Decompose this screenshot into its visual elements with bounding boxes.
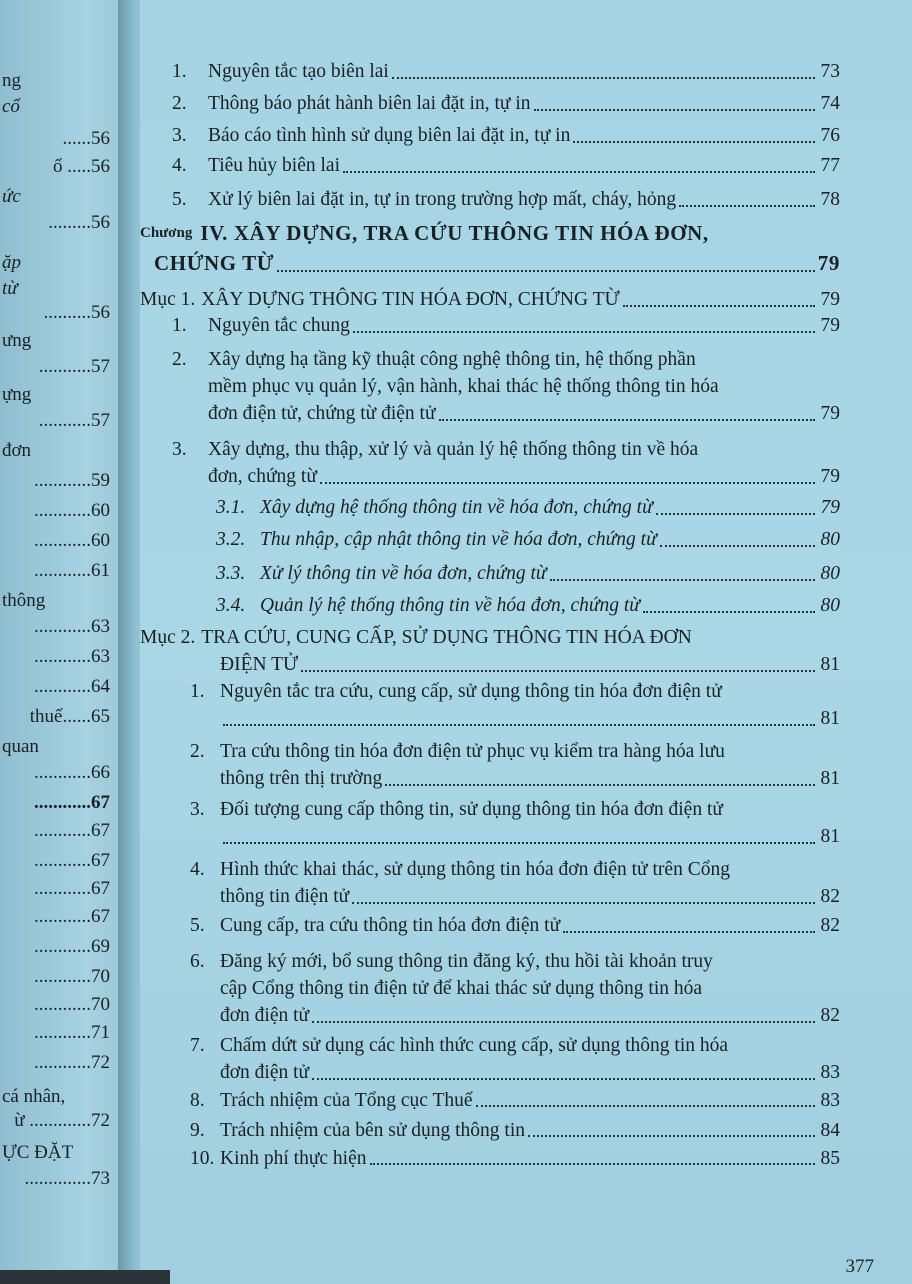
toc-page-number: 84 bbox=[820, 1120, 840, 1141]
left-page-fragment: ..........56 bbox=[43, 302, 110, 323]
toc-entry bbox=[190, 1146, 840, 1171]
left-page-fragment: ......56 bbox=[62, 128, 110, 149]
toc-entry-title: Cung cấp, tra cứu thông tin hóa đơn điện tử bbox=[220, 915, 561, 936]
left-page-fragment: từ bbox=[2, 278, 18, 299]
left-page-fragment: ............63 bbox=[34, 646, 110, 667]
left-page-fragment: ỰC ĐẶT bbox=[2, 1142, 74, 1163]
toc-entry-number: 2. bbox=[190, 741, 205, 762]
dot-leader bbox=[534, 108, 815, 111]
toc-entry bbox=[190, 1088, 840, 1113]
toc-entry bbox=[216, 494, 840, 521]
left-page-fragment: ặp bbox=[2, 252, 21, 273]
toc-entry-number: 3.1. bbox=[216, 497, 246, 518]
right-page bbox=[140, 0, 912, 1284]
toc-entry-number: 2. bbox=[172, 93, 187, 114]
toc-entry bbox=[190, 1118, 840, 1143]
toc-entry bbox=[172, 122, 840, 149]
toc-entry-number: 5. bbox=[172, 189, 187, 210]
left-page-fragment: ............69 bbox=[34, 936, 110, 957]
left-page-fragment: ............67 bbox=[34, 906, 110, 927]
toc-entry-number: 1. bbox=[190, 681, 205, 702]
left-page-fragment: ..............73 bbox=[24, 1168, 110, 1189]
left-page-fragment: ức bbox=[2, 186, 21, 207]
dot-leader bbox=[223, 723, 815, 726]
left-page-fragment: .........56 bbox=[48, 212, 110, 233]
toc-entry bbox=[190, 856, 840, 910]
toc-entry-title: Xử lý thông tin về hóa đơn, chứng từ bbox=[260, 563, 547, 584]
toc-entry-title: cập Cổng thông tin điện tử để khai thác sử dụng thông tin hóa bbox=[220, 978, 703, 999]
toc-entry bbox=[172, 436, 840, 490]
toc-entry-number: 2. bbox=[172, 349, 187, 370]
toc-entry-title: Đăng ký mới, bổ sung thông tin đăng ký, thu hồi tài khoản truy bbox=[220, 951, 713, 972]
toc-page-number: 77 bbox=[820, 155, 840, 176]
left-page-fragment: thông bbox=[2, 590, 46, 611]
toc-chapter-heading bbox=[140, 218, 840, 278]
toc-page-number: 81 bbox=[820, 826, 840, 847]
toc-entry-number: 5. bbox=[190, 915, 205, 936]
toc-entry-title: đơn điện tử bbox=[220, 1062, 310, 1083]
dot-leader bbox=[643, 610, 815, 613]
left-page-fragment: ............71 bbox=[34, 1022, 110, 1043]
toc-entry-number: 7. bbox=[190, 1035, 205, 1056]
toc-page-number: 81 bbox=[820, 708, 840, 729]
left-page-fragment: ựng bbox=[2, 384, 32, 405]
toc-entry bbox=[190, 678, 840, 732]
toc-entry-title: Thu nhập, cập nhật thông tin về hóa đơn, chứng từ bbox=[260, 529, 657, 550]
toc-entry-title: thông trên thị trường bbox=[220, 768, 383, 789]
dot-leader bbox=[550, 578, 815, 581]
left-page-fragment: ...........57 bbox=[38, 356, 110, 377]
left-page-fragment: ............59 bbox=[34, 470, 110, 491]
dot-leader bbox=[573, 140, 815, 143]
toc-page-number: 79 bbox=[820, 497, 840, 518]
dot-leader bbox=[660, 544, 815, 547]
toc-page-number: 80 bbox=[820, 563, 840, 584]
toc-entry-title: Trách nhiệm của bên sử dụng thông tin bbox=[220, 1120, 526, 1141]
toc-page-number: 79 bbox=[817, 251, 840, 275]
toc-page-number: 79 bbox=[820, 466, 840, 487]
toc-page-number: 79 bbox=[820, 315, 840, 336]
toc-page-number: 82 bbox=[820, 1005, 840, 1026]
left-page-fragment: ừ .............72 bbox=[14, 1110, 110, 1131]
left-page-fragment: đơn bbox=[2, 440, 32, 461]
toc-entry-title: đơn điện tử, chứng từ điện tử bbox=[208, 403, 436, 424]
toc-entry-number: 4. bbox=[190, 859, 205, 880]
page-number: 377 bbox=[845, 1256, 874, 1277]
left-page-fragment: cá nhân, bbox=[2, 1086, 66, 1107]
toc-entry-title: XÂY DỰNG THÔNG TIN HÓA ĐƠN, CHỨNG TỪ bbox=[201, 289, 620, 310]
dot-leader bbox=[223, 841, 815, 844]
toc-entry-title: Trách nhiệm của Tổng cục Thuế bbox=[220, 1090, 473, 1111]
dot-leader bbox=[301, 669, 815, 672]
toc-entry-title: mềm phục vụ quản lý, vận hành, khai thác hệ thống thông tin hóa bbox=[208, 376, 719, 397]
toc-entry-number: 4. bbox=[172, 155, 187, 176]
toc-entry-title: Xây dựng hệ thống thông tin về hóa đơn, chứng từ bbox=[260, 497, 653, 518]
dot-leader bbox=[528, 1134, 815, 1137]
toc-page-number: 79 bbox=[820, 289, 840, 310]
dot-leader bbox=[370, 1162, 815, 1165]
left-page-fragment: ............67 bbox=[34, 850, 110, 871]
dot-leader bbox=[277, 269, 815, 272]
left-page-fragment: ............72 bbox=[34, 1052, 110, 1073]
toc-page-number: 81 bbox=[820, 654, 840, 675]
toc-entry-title: Xây dựng hạ tầng kỹ thuật công nghệ thông tin, hệ thống phần bbox=[208, 349, 696, 370]
toc-page-number: 82 bbox=[820, 886, 840, 907]
toc-entry-number: 1. bbox=[172, 61, 187, 82]
left-page-fragment: cổ bbox=[2, 96, 20, 117]
toc-entry bbox=[190, 738, 840, 792]
left-page-fragment: thuế......65 bbox=[29, 706, 110, 727]
left-page-fragment: ổ .....56 bbox=[53, 156, 110, 177]
toc-entry bbox=[172, 186, 840, 213]
dot-leader bbox=[353, 330, 815, 333]
dot-leader bbox=[392, 76, 815, 79]
toc-entry-number: 3. bbox=[172, 125, 187, 146]
left-page-fragment: ............60 bbox=[34, 500, 110, 521]
toc-entry bbox=[172, 346, 840, 427]
toc-entry-title: Đối tượng cung cấp thông tin, sử dụng thông tin hóa đơn điện tử bbox=[220, 799, 723, 820]
toc-section-heading bbox=[140, 286, 840, 313]
toc-entry bbox=[216, 592, 840, 619]
toc-entry bbox=[172, 58, 840, 85]
toc-entry-title: TRA CỨU, CUNG CẤP, SỬ DỤNG THÔNG TIN HÓA ĐƠN bbox=[201, 627, 692, 648]
left-page-fragment: ............61 bbox=[34, 560, 110, 581]
left-page-fragment: ............70 bbox=[34, 966, 110, 987]
dot-leader bbox=[312, 1020, 815, 1023]
toc-entry-title: Nguyên tắc tạo biên lai bbox=[208, 61, 389, 82]
toc-page-number: 81 bbox=[820, 768, 840, 789]
dot-leader bbox=[563, 930, 815, 933]
toc-section-heading bbox=[140, 624, 840, 678]
toc-page-number: 85 bbox=[820, 1148, 840, 1169]
toc-entry-title: IV. XÂY DỰNG, TRA CỨU THÔNG TIN HÓA ĐƠN, bbox=[200, 221, 709, 245]
toc-entry bbox=[216, 526, 840, 553]
toc-page-number: 82 bbox=[820, 915, 840, 936]
toc-entry bbox=[172, 312, 840, 339]
left-page-fragment: quan bbox=[2, 736, 39, 757]
toc-entry-number: 3. bbox=[190, 799, 205, 820]
dot-leader bbox=[352, 901, 815, 904]
toc-entry bbox=[190, 796, 840, 850]
dot-leader bbox=[320, 481, 815, 484]
left-page-fragment: ...........57 bbox=[38, 410, 110, 431]
dot-leader bbox=[656, 512, 815, 515]
toc-entry-number: 1. bbox=[172, 315, 187, 336]
dot-leader bbox=[679, 204, 815, 207]
toc-entry-number: 8. bbox=[190, 1090, 205, 1111]
toc-page-number: 80 bbox=[820, 595, 840, 616]
left-page-fragment: ............70 bbox=[34, 994, 110, 1015]
left-page-fragment: ............67 bbox=[34, 792, 110, 813]
toc-entry bbox=[172, 90, 840, 117]
dot-leader bbox=[312, 1077, 815, 1080]
bottom-shadow bbox=[0, 1270, 170, 1284]
left-page-fragment: ............63 bbox=[34, 616, 110, 637]
dot-leader bbox=[623, 304, 815, 307]
toc-entry-title: Hình thức khai thác, sử dụng thông tin hóa đơn điện tử trên Cổng bbox=[220, 859, 730, 880]
left-page-fragment: ............64 bbox=[34, 676, 110, 697]
toc-page-number: 74 bbox=[820, 93, 840, 114]
toc-page-number: 73 bbox=[820, 61, 840, 82]
toc-entry bbox=[216, 560, 840, 587]
section-prefix: Mục 2. bbox=[140, 627, 196, 648]
toc-entry bbox=[172, 152, 840, 179]
toc-entry-title: Xử lý biên lai đặt in, tự in trong trường hợp mất, cháy, hỏng bbox=[208, 189, 677, 210]
toc-entry-title: CHỨNG TỪ bbox=[154, 251, 275, 275]
toc-page-number: 80 bbox=[820, 529, 840, 550]
left-page-fragment: ng bbox=[2, 70, 21, 91]
toc-entry-title: Tra cứu thông tin hóa đơn điện tử phục vụ kiểm tra hàng hóa lưu bbox=[220, 741, 725, 762]
toc-entry-title: Thông báo phát hành biên lai đặt in, tự in bbox=[208, 93, 531, 114]
dot-leader bbox=[385, 783, 815, 786]
left-page bbox=[0, 0, 122, 1284]
dot-leader bbox=[439, 418, 815, 421]
toc-entry-title: Chấm dứt sử dụng các hình thức cung cấp, sử dụng thông tin hóa bbox=[220, 1035, 729, 1056]
toc-entry-number: 3.3. bbox=[216, 563, 246, 584]
toc-entry-title: Quản lý hệ thống thông tin về hóa đơn, chứng từ bbox=[260, 595, 640, 616]
toc-entry-title: Kinh phí thực hiện bbox=[220, 1148, 367, 1169]
left-page-fragment: ............66 bbox=[34, 762, 110, 783]
toc-entry-title: Báo cáo tình hình sử dụng biên lai đặt in, tự in bbox=[208, 125, 571, 146]
toc-page-number: 76 bbox=[820, 125, 840, 146]
toc-entry bbox=[190, 1032, 840, 1086]
dot-leader bbox=[476, 1104, 815, 1107]
chapter-prefix: Chương bbox=[140, 225, 193, 241]
toc-page-number: 83 bbox=[820, 1090, 840, 1111]
dot-leader bbox=[343, 170, 815, 173]
toc-entry-number: 9. bbox=[190, 1120, 205, 1141]
toc-entry-title: Nguyên tắc chung bbox=[208, 315, 350, 336]
section-prefix: Mục 1. bbox=[140, 289, 196, 310]
toc-entry-title: thông tin điện tử bbox=[220, 886, 350, 907]
left-page-fragment: ............60 bbox=[34, 530, 110, 551]
toc-entry bbox=[190, 948, 840, 1029]
toc-page-number: 78 bbox=[820, 189, 840, 210]
toc-entry-number: 3.4. bbox=[216, 595, 246, 616]
toc-entry bbox=[190, 912, 840, 939]
left-page-fragment: ............67 bbox=[34, 820, 110, 841]
toc-entry-title: đơn, chứng từ bbox=[208, 466, 317, 487]
toc-entry-number: 6. bbox=[190, 951, 205, 972]
toc-page-number: 83 bbox=[820, 1062, 840, 1083]
left-page-fragment: ưng bbox=[2, 330, 32, 351]
toc-entry-title: Nguyên tắc tra cứu, cung cấp, sử dụng thông tin hóa đơn điện tử bbox=[220, 681, 722, 702]
toc-entry-title: Tiêu hủy biên lai bbox=[208, 155, 340, 176]
toc-entry-number: 3.2. bbox=[216, 529, 246, 550]
left-page-fragment: ............67 bbox=[34, 878, 110, 899]
toc-entry-title: đơn điện tử bbox=[220, 1005, 310, 1026]
toc-entry-number: 3. bbox=[172, 439, 187, 460]
toc-page-number: 79 bbox=[820, 403, 840, 424]
toc-entry-title: Xây dựng, thu thập, xử lý và quản lý hệ thống thông tin về hóa bbox=[208, 439, 699, 460]
toc-entry-number: 10. bbox=[190, 1148, 215, 1169]
toc-entry-title: ĐIỆN TỬ bbox=[220, 654, 299, 675]
